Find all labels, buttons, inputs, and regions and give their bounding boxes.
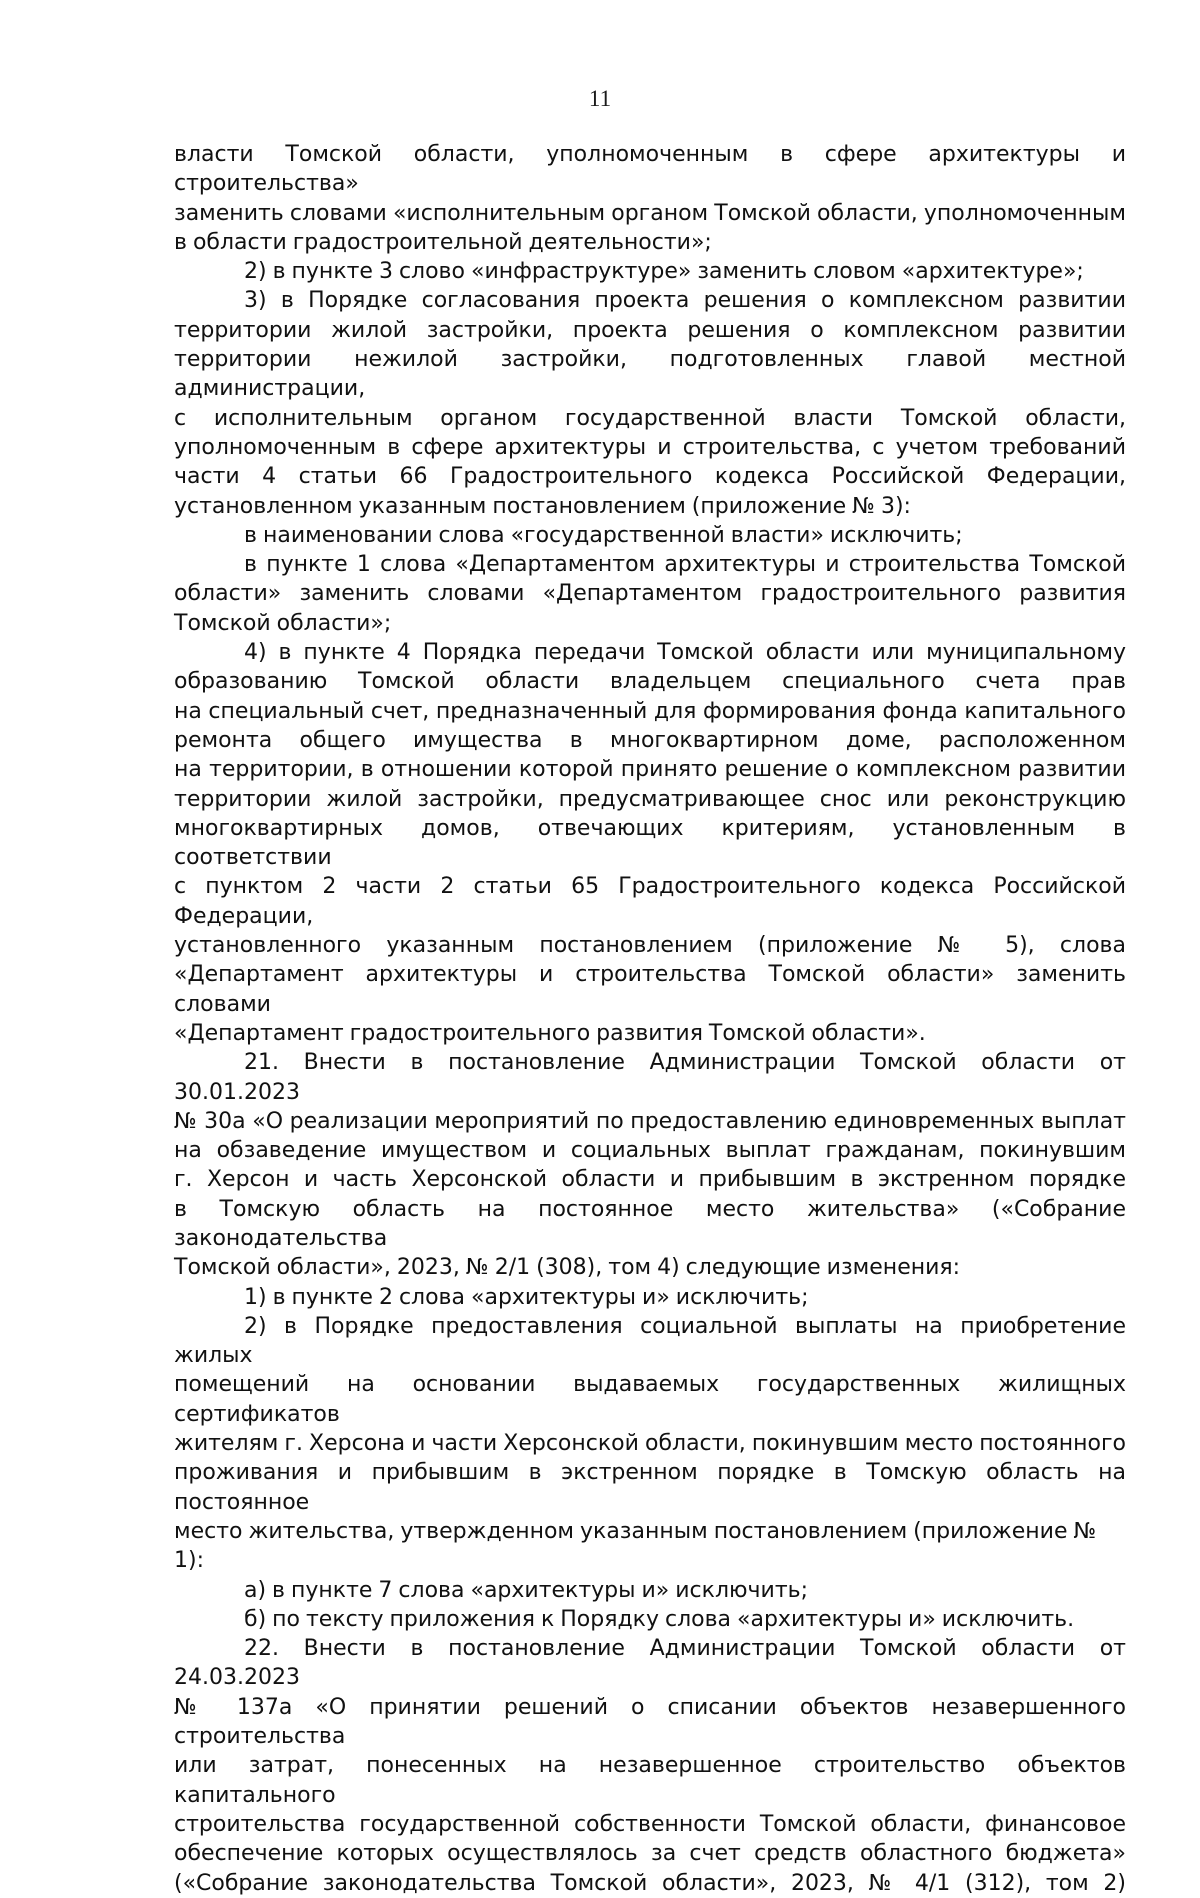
text-line: в пункте 1 слова «Департаментом архитектуры и строительства Томской [244, 552, 1126, 578]
text-line: многоквартирных домов, отвечающих критериям, установленным в соответствии [174, 815, 1126, 871]
text-line: на обзаведение имуществом и социальных выплат гражданам, покинувшим [174, 1138, 1126, 1164]
text-line: строительства государственной собственности Томской области, финансовое [174, 1811, 1126, 1837]
text-line: («Собрание законодательства Томской области», 2023, № 4/1 (312), том 2) [174, 1870, 1126, 1896]
text-line: «Департамент архитектуры и строительства Томской области» заменить словами [174, 962, 1126, 1017]
text-line: на территории, в отношении которой принято решение о комплексном развитии [174, 757, 1126, 783]
text-line: проживания и прибывшим в экстренном порядке в Томскую область на постоянное [174, 1460, 1126, 1515]
text-line: уполномоченным в сфере архитектуры и строительства, с учетом требований [174, 434, 1126, 460]
document-body [174, 140, 1126, 1898]
text-line: 2) в пункте 3 слово «инфраструктуре» заменить словом «архитектуре»; [244, 259, 1084, 285]
text-line: 1) в пункте 2 слова «архитектуры и» исключить; [244, 1284, 809, 1310]
text-line: место жительства, утвержденном указанным постановлением (приложение № 1): [174, 1518, 1097, 1574]
text-line: «Департамент градостроительного развития Томской области». [174, 1020, 926, 1046]
text-line: части 4 статьи 66 Градостроительного кодекса Российской Федерации, [174, 464, 1126, 490]
text-line: установленном указанным постановлением (приложение № 3): [174, 493, 911, 519]
text-line: а) в пункте 7 слова «архитектуры и» исключить; [244, 1577, 809, 1603]
text-line: № 137а «О принятии решений о списании объектов незавершенного строительства [174, 1694, 1126, 1750]
text-line: или затрат, понесенных на незавершенное строительство объектов капитального [174, 1753, 1126, 1808]
text-line: власти Томской области, уполномоченным в сфере архитектуры и строительства» [174, 142, 1126, 197]
text-line: жителям г. Херсона и части Херсонской области, покинувшим место постоянного [174, 1431, 1126, 1457]
text-line: с исполнительным органом государственной власти Томской области, [174, 405, 1126, 431]
text-line: в области градостроительной деятельности»; [174, 229, 712, 255]
text-line: территории нежилой застройки, подготовленных главой местной администрации, [174, 347, 1126, 402]
text-line: области» заменить словами «Департаментом градостроительного развития [174, 581, 1126, 607]
text-line: на специальный счет, предназначенный для формирования фонда капитального [174, 698, 1126, 724]
text-line: 3) в Порядке согласования проекта решения о комплексном развитии [244, 288, 1126, 314]
page-number: 11 [588, 86, 612, 111]
text-line: Томской области»; [174, 610, 392, 636]
text-line: обеспечение которых осуществлялось за счет средств областного бюджета» [174, 1841, 1126, 1867]
text-line: с пунктом 2 части 2 статьи 65 Градостроительного кодекса Российской Федерации, [174, 874, 1126, 929]
text-line: № 30а «О реализации мероприятий по предоставлению единовременных выплат [174, 1108, 1126, 1134]
text-line: установленного указанным постановлением (приложение № 5), слова [174, 933, 1126, 959]
text-line: 21. Внести в постановление Администрации Томской области от 30.01.2023 [174, 1050, 1126, 1105]
text-line: г. Херсон и часть Херсонской области и прибывшим в экстренном порядке [174, 1167, 1126, 1193]
text-line: помещений на основании выдаваемых государственных жилищных сертификатов [174, 1372, 1126, 1427]
text-line: б) по тексту приложения к Порядку слова «архитектуры и» исключить. [244, 1606, 1075, 1632]
text-line: образованию Томской области владельцем специального счета прав [174, 669, 1126, 695]
text-line: ремонта общего имущества в многоквартирном доме, расположенном [174, 727, 1126, 753]
text-line: в наименовании слова «государственной власти» исключить; [244, 522, 963, 548]
text-line: 22. Внести в постановление Администрации Томской области от 24.03.2023 [174, 1636, 1126, 1691]
text-line: в Томскую область на постоянное место жительства» («Собрание законодательства [174, 1196, 1126, 1251]
text-line: 2) в Порядке предоставления социальной выплаты на приобретение жилых [174, 1313, 1126, 1369]
text-line: территории жилой застройки, проекта решения о комплексном развитии [174, 317, 1126, 343]
text-line: заменить словами «исполнительным органом Томской области, уполномоченным [174, 200, 1126, 226]
text-line: Томской области», 2023, № 2/1 (308), том 4) следующие изменения: [174, 1255, 961, 1281]
text-line: 4) в пункте 4 Порядка передачи Томской области или муниципальному [244, 640, 1126, 666]
text-line: территории жилой застройки, предусматривающее снос или реконструкцию [174, 786, 1126, 812]
